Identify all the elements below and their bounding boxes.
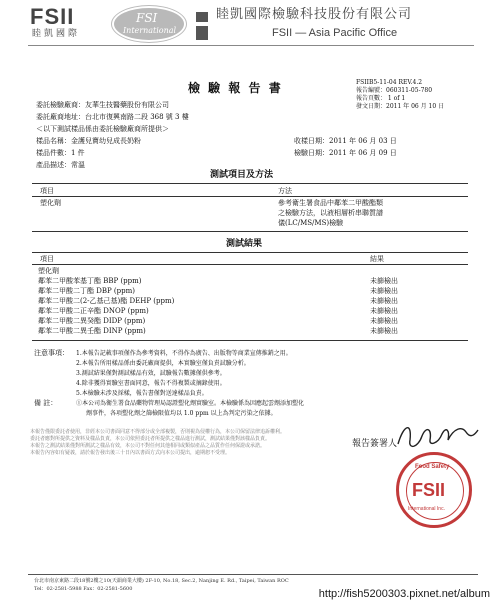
report-number: 報告編號：060311-05-780 — [356, 87, 433, 94]
note-item: 5.本檢驗未涉及採樣，報告書僅對送達樣品負責。 — [76, 390, 208, 397]
results-col-item: 項目 — [40, 255, 54, 263]
sample-quantity: 樣品件數：1 件 — [36, 149, 85, 157]
international-oval-logo — [112, 6, 186, 42]
header-bar-left — [196, 12, 208, 22]
fine-print-line: 委託者應對所提供之資料及樣品負責，本公司依照委託者所提供之樣品進行測試，測試結果僅對該樣品負責。 — [30, 436, 271, 442]
methods-bottom-line — [32, 231, 468, 232]
stamp-top-text: Food Safety — [415, 464, 450, 470]
note-item: 1.本報告記載事項僅作為參考資料，不得作為廣告、出版物等商業宣傳推銷之用。 — [76, 350, 292, 357]
results-col-result: 結果 — [370, 255, 384, 263]
methods-top-line — [32, 183, 468, 184]
results-top-line — [32, 252, 468, 253]
sample-note: ＜以下測試樣品係由委託檢驗廠商所提供＞ — [36, 125, 169, 133]
stamp-bottom-text: International Inc. — [408, 506, 445, 512]
test-date: 檢驗日期：2011 年 06 月 09 日 — [294, 149, 397, 157]
result-name: 鄰苯二甲酸二丁酯 DBP (ppm) — [38, 287, 135, 295]
result-name: 鄰苯二甲酸二(2-乙基己基)酯 DEHP (ppm) — [38, 297, 175, 305]
result-name: 鄰苯二甲酸二異壬酯 DINP (ppm) — [38, 327, 146, 335]
report-pages: 報告頁數： 1 of 1 — [356, 95, 406, 102]
watermark-url: http://fish5200303.pixnet.net/album — [318, 588, 490, 600]
remark-label: 備 註： — [34, 399, 58, 407]
methods-header-line — [32, 196, 468, 197]
remark-line: ①本公司為衛生署食品藥物管理局認證塑化劑實驗室。本檢驗係為因應起雲劑添加塑化 — [76, 400, 305, 407]
note-item: 4.除非獲得實驗室書面同意，報告不得複製或摘錄使用。 — [76, 380, 226, 387]
oval-main-text: FSI — [136, 11, 158, 25]
footer-address: 台北市南京東路二段18號2樓之10(天韻商業大樓) 2F-10, No.18, Sec.2, Nanjing E. Rd., Taipei, Taiwan ROC — [34, 578, 289, 584]
logo-text: FSII — [30, 4, 75, 29]
report-title: 檢 驗 報 告 書 — [188, 81, 283, 95]
doc-code: FSIIB5-11-04 REV.4.2 — [356, 79, 423, 86]
company-name-cn: 睦凱國際檢驗科技股份有限公司 — [216, 7, 413, 22]
results-section-title: 測試結果 — [226, 239, 263, 249]
sample-name: 樣品名稱：金護兒寶幼兒成長奶粉 — [36, 137, 141, 145]
product-description: 產品描述：常溫 — [36, 161, 85, 169]
company-stamp — [396, 452, 472, 528]
oval-sub-text: International — [123, 26, 177, 35]
methods-section-title: 測試項目及方法 — [210, 170, 274, 180]
fine-print-line: 本報告之測試結果僅對所測試之樣品有效，本公司不對任何其他相同或類似產品之品質作任何保證或承諾。 — [30, 443, 266, 449]
header-divider — [28, 45, 474, 46]
note-item: 3.測試結果僅對測試樣品有效，試驗報告數據僅供參考。 — [76, 370, 226, 377]
methods-line-2: 之檢驗方法，以液相層析串聯質譜 — [278, 209, 383, 217]
result-value: 未篩檢出 — [370, 287, 398, 295]
result-value: 未篩檢出 — [370, 327, 398, 335]
receive-date: 收樣日期：2011 年 06 月 03 日 — [294, 137, 397, 145]
result-value: 未篩檢出 — [370, 307, 398, 315]
client-name: 委託檢驗廠商：友華生技醫藥股份有限公司 — [36, 101, 169, 109]
client-address: 委託廠商地址：台北市復興南路二段 368 號 3 樓 — [36, 113, 189, 121]
result-value: 未篩檢出 — [370, 317, 398, 325]
note-item: 2.本報告所用樣品係由委託廠商提供，本實驗室僅負責試驗分析。 — [76, 360, 250, 367]
result-value: 未篩檢出 — [370, 297, 398, 305]
company-logo — [26, 6, 98, 40]
fine-print-line: 本報告僅限委託者使用，非經本公司書面同意不得部分或全部複製，否則視為侵權行為，本公司保留法律追訴權利。 — [30, 429, 286, 435]
logo-subtitle: 睦凱國際 — [32, 29, 81, 39]
remark-line: 劑事件，各項塑化劑之篩檢限值均以 1.0 ppm 以上為判定污染之依據。 — [86, 410, 277, 417]
methods-line-3: 儀(LC/MS/MS)檢驗 — [278, 219, 344, 227]
footer-phone: Tel：02-2581-5988 Fax：02-2581-5600 — [34, 586, 133, 592]
result-name: 鄰苯二甲酸二異癸酯 DIDP (ppm) — [38, 317, 146, 325]
handwritten-signature — [392, 418, 482, 454]
methods-col-item: 項目 — [40, 187, 54, 195]
results-group: 塑化劑 — [38, 267, 59, 275]
signature-label: 報告簽署人 — [352, 439, 398, 449]
results-bottom-line — [32, 340, 468, 341]
fine-print-line: 本報告內容如有疑義，請於報告發出後三十日內以書面方式向本公司提出，逾期恕不受理。 — [30, 450, 231, 456]
footer-divider — [28, 574, 478, 575]
result-name: 鄰苯二甲酸二正辛酯 DNOP (ppm) — [38, 307, 149, 315]
methods-col-method: 方法 — [278, 187, 292, 195]
methods-line-1: 參考衛生署食品中鄰苯二甲酸酯類 — [278, 199, 383, 207]
result-name: 鄰苯二甲酸苯基丁酯 BBP (ppm) — [38, 277, 142, 285]
company-name-en: FSII — Asia Pacific Office — [272, 27, 398, 39]
notes-label: 注意事項： — [34, 349, 69, 357]
results-header-line — [32, 264, 468, 265]
issue-date: 發文日期：2011 年 06 月 10 日 — [356, 103, 445, 110]
result-value: 未篩檢出 — [370, 277, 398, 285]
methods-item: 塑化劑 — [40, 199, 61, 207]
header-bar-right — [196, 26, 208, 40]
stamp-main-text: FSII — [412, 480, 446, 500]
